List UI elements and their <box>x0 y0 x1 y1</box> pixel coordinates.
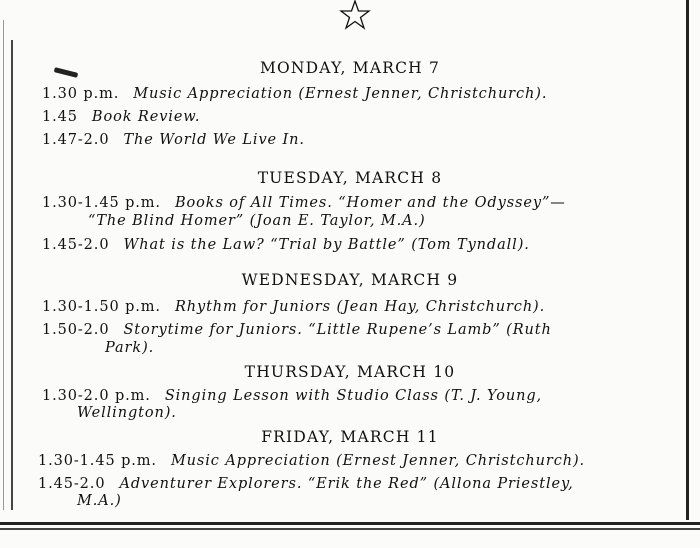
entry-description-continued: “The Blind Homer” (Joan E. Taylor, M.A.) <box>88 213 426 229</box>
entry-time: 1.30-1.50 p.m. <box>42 299 161 315</box>
entry-time: 1.47-2.0 <box>42 132 110 148</box>
day-heading-wednesday: WEDNESDAY, MARCH 9 <box>241 271 459 289</box>
entry-time: 1.30 p.m. <box>42 86 120 102</box>
list-item <box>42 109 200 125</box>
entry-description: Adventurer Explorers. “Erik the Red” (Allona Priestley, <box>119 476 574 492</box>
entry-time: 1.30-2.0 p.m. <box>42 388 151 404</box>
day-heading-thursday: THURSDAY, MARCH 10 <box>244 363 456 381</box>
list-item <box>42 237 530 253</box>
entry-description-continued: Park). <box>105 340 155 356</box>
entry-description: Music Appreciation (Ernest Jenner, Christchurch). <box>170 453 586 469</box>
entry-description-continued: Wellington). <box>77 405 177 421</box>
day-heading-friday: FRIDAY, MARCH 11 <box>261 428 439 446</box>
entry-description: Books of All Times. “Homer and the Odyssey”— <box>174 195 566 211</box>
list-item <box>38 476 574 492</box>
entry-time: 1.45-2.0 <box>42 237 110 253</box>
border-rule-bottom-inner <box>0 528 700 530</box>
entry-time: 1.50-2.0 <box>42 322 110 338</box>
list-item <box>42 299 545 315</box>
entry-description: Music Appreciation (Ernest Jenner, Christchurch). <box>133 86 548 102</box>
entry-description: Storytime for Juniors. “Little Rupene’s Lamb” (Ruth <box>123 322 552 338</box>
day-heading-monday: MONDAY, MARCH 7 <box>259 59 441 77</box>
list-item <box>42 322 552 338</box>
day-heading-tuesday: TUESDAY, MARCH 8 <box>257 169 443 187</box>
star-icon <box>338 0 372 30</box>
list-item <box>42 132 305 148</box>
list-item <box>42 195 566 211</box>
entry-description: Rhythm for Juniors (Jean Hay, Christchurch). <box>174 299 546 315</box>
entry-description: The World We Live In. <box>123 132 305 148</box>
entry-description: Singing Lesson with Studio Class (T. J. Young, <box>164 388 543 404</box>
entry-description: Book Review. <box>91 109 201 125</box>
entry-description: What is the Law? “Trial by Battle” (Tom Tyndall). <box>123 237 530 253</box>
list-item <box>38 453 585 469</box>
entry-time: 1.45-2.0 <box>38 476 106 492</box>
entry-time: 1.30-1.45 p.m. <box>38 453 157 469</box>
entry-time: 1.30-1.45 p.m. <box>42 195 161 211</box>
list-item <box>42 86 547 102</box>
border-rule-bottom <box>0 522 700 525</box>
entry-time: 1.45 <box>42 109 78 125</box>
list-item <box>42 388 542 404</box>
entry-description-continued: M.A.) <box>77 493 122 509</box>
